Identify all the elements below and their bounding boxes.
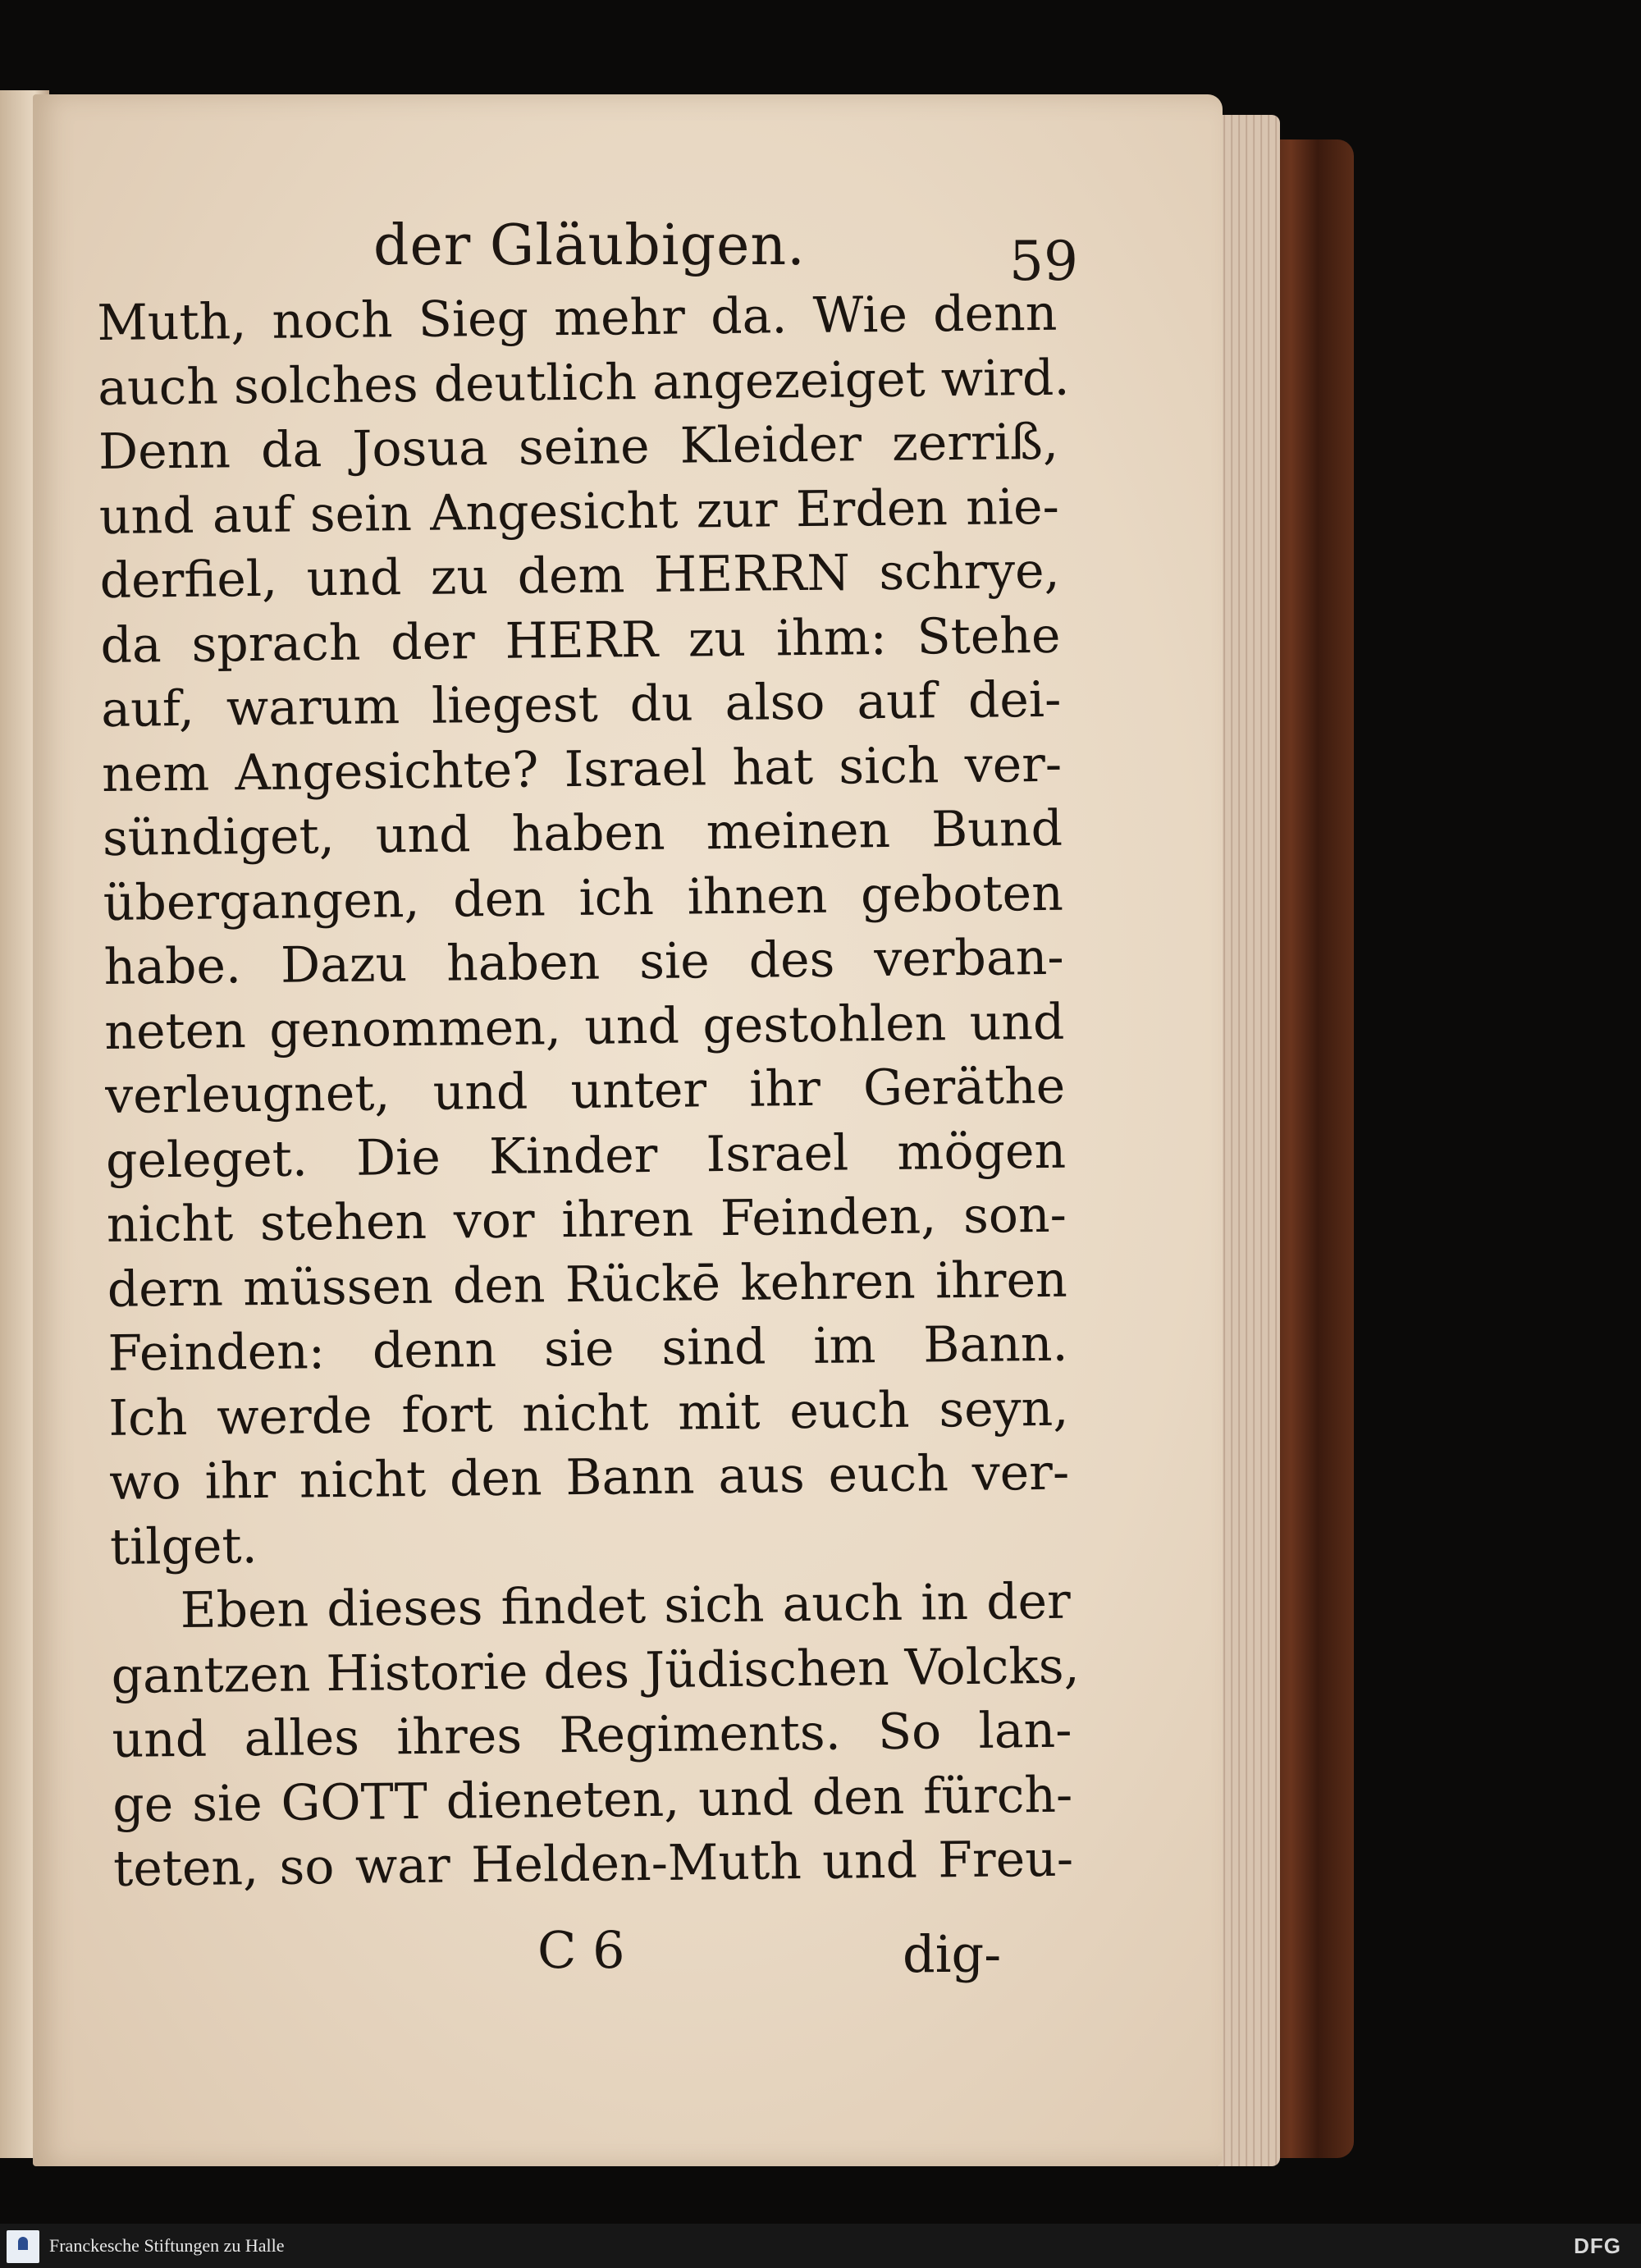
text-line: ge sie GOTT dieneten, und den fürch-	[112, 1766, 1073, 1834]
running-head: der Gläubigen.	[373, 213, 806, 278]
text-line: teten, so war Helden-Muth und Freu-	[112, 1830, 1074, 1898]
text-line: nem Angesichte? Israel hat sich ver-	[101, 735, 1063, 803]
institution-name: Franckesche Stiftungen zu Halle	[49, 2235, 285, 2256]
text-line: Muth, noch Sieg mehr da. Wie denn	[97, 284, 1058, 352]
text-line: geleget. Die Kinder Israel mögen	[105, 1122, 1067, 1190]
text-line: habe. Dazu haben sie des verban-	[103, 928, 1064, 996]
text-line: nicht stehen vor ihren Feinden, son-	[106, 1186, 1067, 1254]
text-line: auf, warum liegest du also auf dei-	[100, 670, 1062, 738]
page-number: 59	[1009, 230, 1078, 293]
dfg-logo: DFG	[1574, 2234, 1621, 2258]
text-line: Denn da Josua seine Kleider zerriß,	[98, 413, 1059, 481]
text-line: Ich werde fort nicht mit euch seyn,	[108, 1379, 1069, 1447]
body-text	[97, 281, 1081, 1902]
text-line: dern müssen den Rückē kehren ihren	[107, 1251, 1068, 1319]
text-line: übergangen, den ich ihnen geboten	[103, 864, 1064, 932]
text-line: auch solches deutlich angezeiget wird.	[97, 349, 1070, 417]
text-line: Feinden: denn sie sind im Bann.	[107, 1315, 1068, 1383]
text-line: und alles ihres Regiments. So lan-	[112, 1701, 1072, 1769]
footer-bar	[0, 2224, 1641, 2268]
signature-mark: C 6	[537, 1920, 625, 1980]
institution-logo-icon	[7, 2230, 39, 2263]
text-line: verleugnet, und unter ihr Geräthe	[104, 1057, 1066, 1125]
catchword: dig-	[903, 1924, 1002, 1984]
text-line: gantzen Historie des Jüdischen Volcks,	[111, 1637, 1081, 1705]
text-line: sündiget, und haben meinen Bund	[102, 799, 1063, 867]
text-line: und auf sein Angesicht zur Erden nie-	[98, 478, 1060, 546]
text-line: Eben dieses findet sich auch in der	[180, 1572, 1072, 1640]
text-line: derfiel, und zu dem HERRN schrye,	[99, 542, 1060, 610]
text-line: tilget.	[109, 1516, 258, 1576]
text-line: wo ihr nicht den Bann aus euch ver-	[108, 1443, 1070, 1511]
text-line: da sprach der HERR zu ihm: Stehe	[100, 606, 1061, 674]
text-line: neten genommen, und gestohlen und	[104, 993, 1065, 1061]
